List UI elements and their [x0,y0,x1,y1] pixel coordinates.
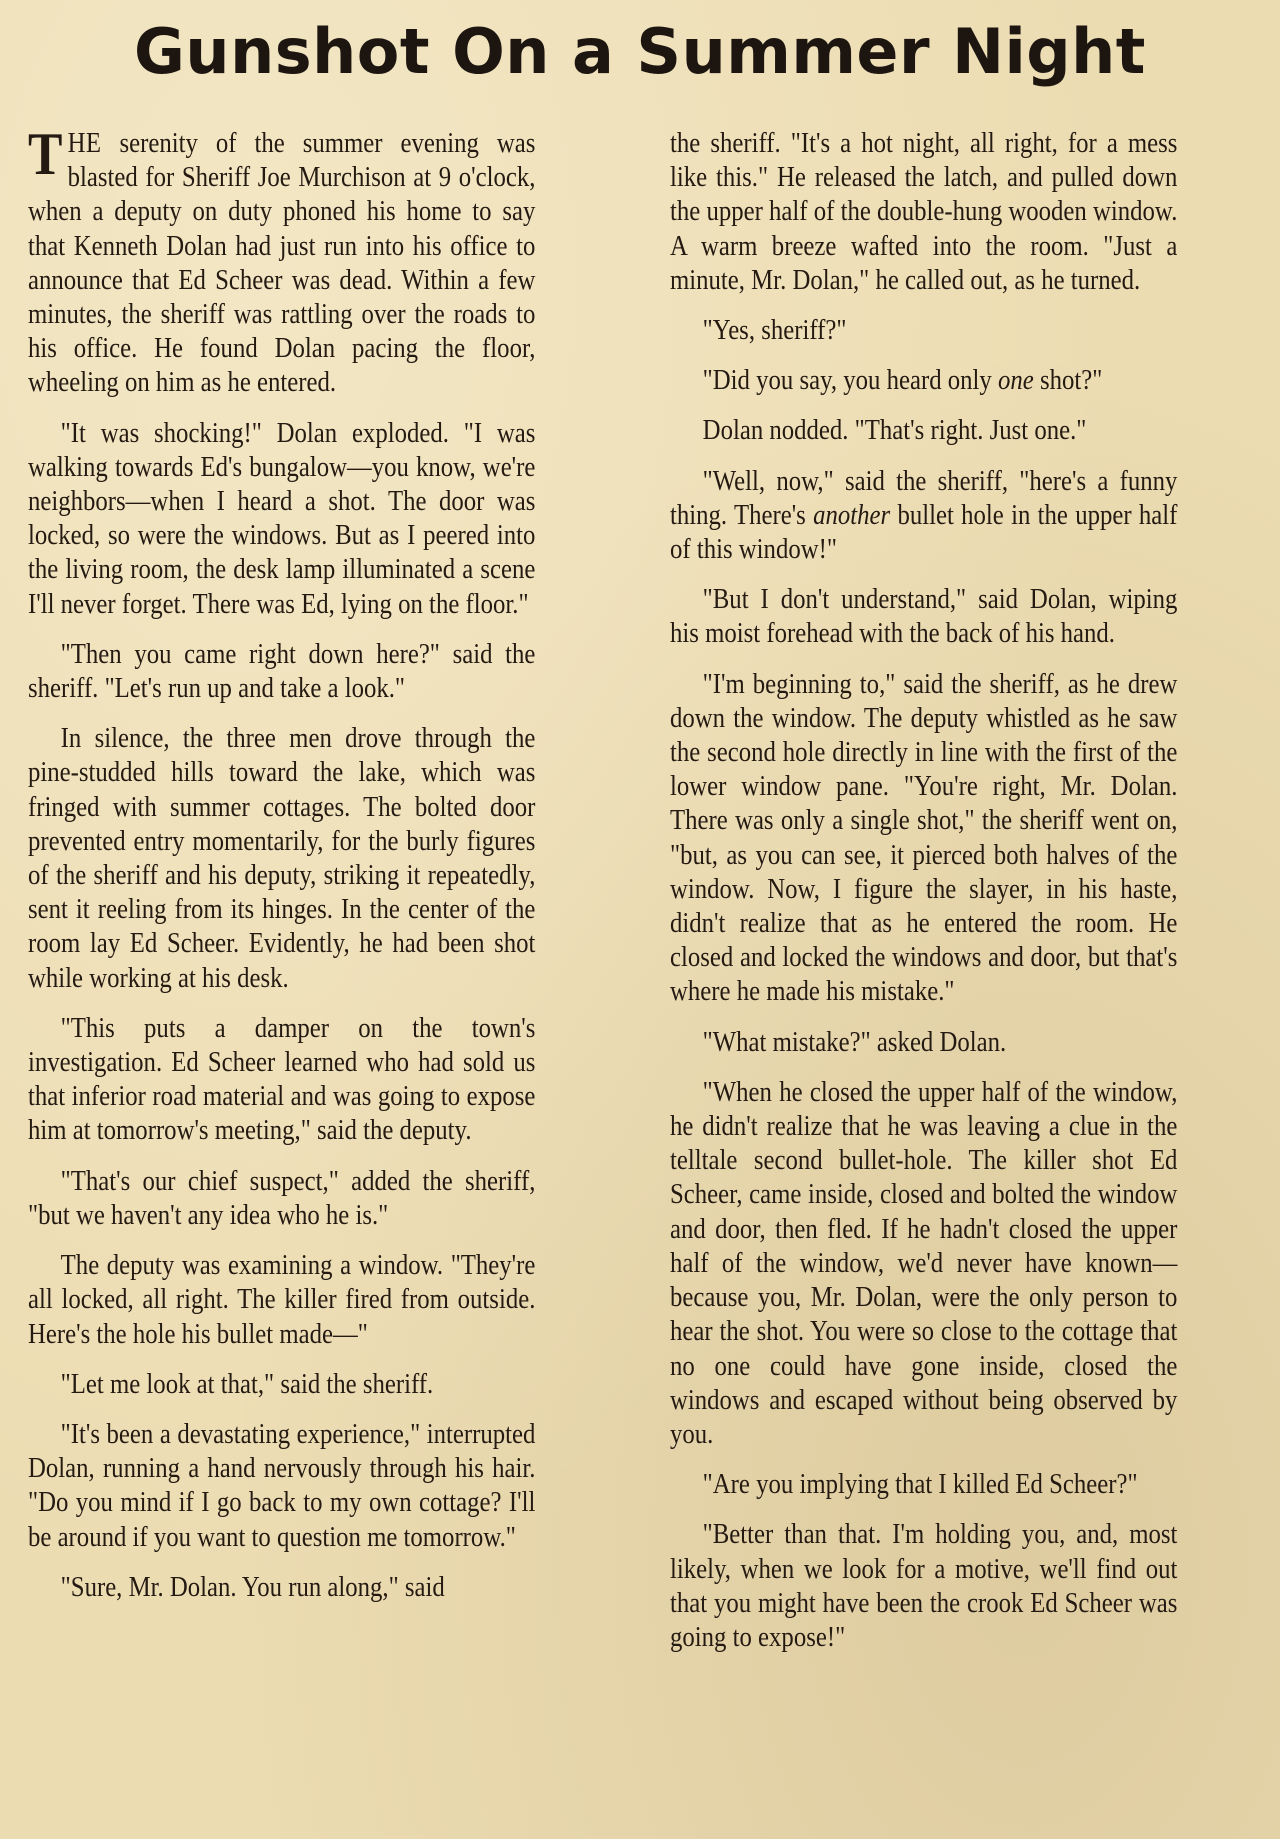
paragraph-15 [670,464,1177,567]
paragraph-15-a: "Well, now," said the sheriff, "here's a funny thing. There's [670,464,1178,531]
paragraph-21: "Better than that. I'm holding you, and, most likely, when we look for a motive, we'll find out that you might have been the crook Ed Scheer was going to expose!" [670,1518,1178,1653]
paragraph-1-text: serenity of the summer evening was blasted for Sheriff Joe Murchison at 9 o'clock, when a deputy on duty phoned his home to say that Kenneth Dolan had just run into his office to announce that Ed Scheer was dead. Within a few minutes, the sheriff was rattling over the roads to his office. He found Dolan pacing the floor, wheeling on him as he entered. [28,127,536,399]
emphasis-another: another [813,498,891,531]
paragraph-10: "Sure, Mr. Dolan. You run along," said [60,1570,445,1603]
paragraph-18: "What mistake?" asked Dolan. [702,1025,1007,1058]
paragraph-3: "Then you came right down here?" said the sheriff. "Let's run up and take a look." [28,637,536,705]
paragraph-20: "Are you implying that I killed Ed Scheer?" [702,1468,1138,1501]
paragraph-9: "It's been a devastating experience," interrupted Dolan, running a hand nervously through his hair. "Do you mind if I go back to my own cottage? I'll be around if you want to question me tomorrow." [28,1417,536,1553]
left-column [28,121,536,1620]
paragraph-14: Dolan nodded. "That's right. Just one." [702,414,1087,447]
paragraph-13-b: shot?" [1033,364,1103,397]
paragraph-1 [28,121,536,400]
paragraph-2: "It was shocking!" Dolan exploded. "I was walking towards Ed's bungalow—you know, we're neighbors—when I heard a shot. The door was locked, so were the windows. But as I peered into the living room, the desk lamp illuminated a scene I'll never forget. There was Ed, lying on the floor." [28,416,536,620]
paragraph-17: "I'm beginning to," said the sheriff, as he drew down the window. The deputy whistled as he saw the second hole directly in line with the first of the lower window pane. "You're right, Mr. Dolan. There was only a single shot," the sheriff went on, "but, as you can see, it pierced both halves of the window. Now, I figure the slayer, in his haste, didn't realize that as he entered the room. He closed and locked the windows and door, but that's where he made his mistake." [670,667,1178,1008]
paragraph-4: In silence, the three men drove through the pine-studded hills toward the lake, which was fringed with summer cottages. The bolted door prevented entry momentarily, for the burly figures of the sheriff and his deputy, striking it repeatedly, sent it reeling from its hinges. In the center of the room lay Ed Scheer. Evidently, he had been shot while working at his desk. [28,722,536,994]
paragraph-12: "Yes, sheriff?" [702,314,847,347]
right-column [670,126,1177,1670]
paragraph-16: "But I don't understand," said Dolan, wiping his moist forehead with the back of his hand. [670,583,1178,650]
emphasis-one: one [998,364,1034,397]
paragraph-15-b: bullet hole in the upper half of this window!" [670,498,1178,566]
paragraph-8: "Let me look at that," said the sheriff. [60,1367,434,1400]
paragraph-19: "When he closed the upper half of the window, he didn't realize that he was leaving a clue in the telltale second bullet-hole. The killer shot Ed Scheer, came inside, closed and bolted the window and door, then fled. If he hadn't closed the upper half of the window, we'd never have known—because you, Mr. Dolan, were the only person to hear the shot. You were so close to the cottage that no one could have gone inside, closed the windows and escaped without being observed by you. [670,1075,1178,1450]
paragraph-11: the sheriff. "It's a hot night, all right, for a mess like this." He released the latch, and pulled down the upper half of the double-hung wooden window. A warm breeze wafted into the room. "Just a minute, Mr. Dolan," he called out, as he turned. [670,127,1178,296]
paragraph-5: "This puts a damper on the town's investigation. Ed Scheer learned who had sold us that inferior road material and was going to expose him at tomorrow's meeting," said the deputy. [28,1011,536,1147]
paragraph-13-a: "Did you say, you heard only [702,364,999,397]
paragraph-6: "That's our chief suspect," added the sheriff, "but we haven't any idea who he is." [28,1164,536,1231]
paragraph-7: The deputy was examining a window. "They're all locked, all right. The killer fired from outside. Here's the hole his bullet made—" [28,1249,536,1350]
drop-cap: T [28,121,63,187]
story-title: Gunshot On a Summer Night [134,15,1146,88]
lead-caps: HE [67,127,102,159]
paragraph-13 [670,363,1177,397]
